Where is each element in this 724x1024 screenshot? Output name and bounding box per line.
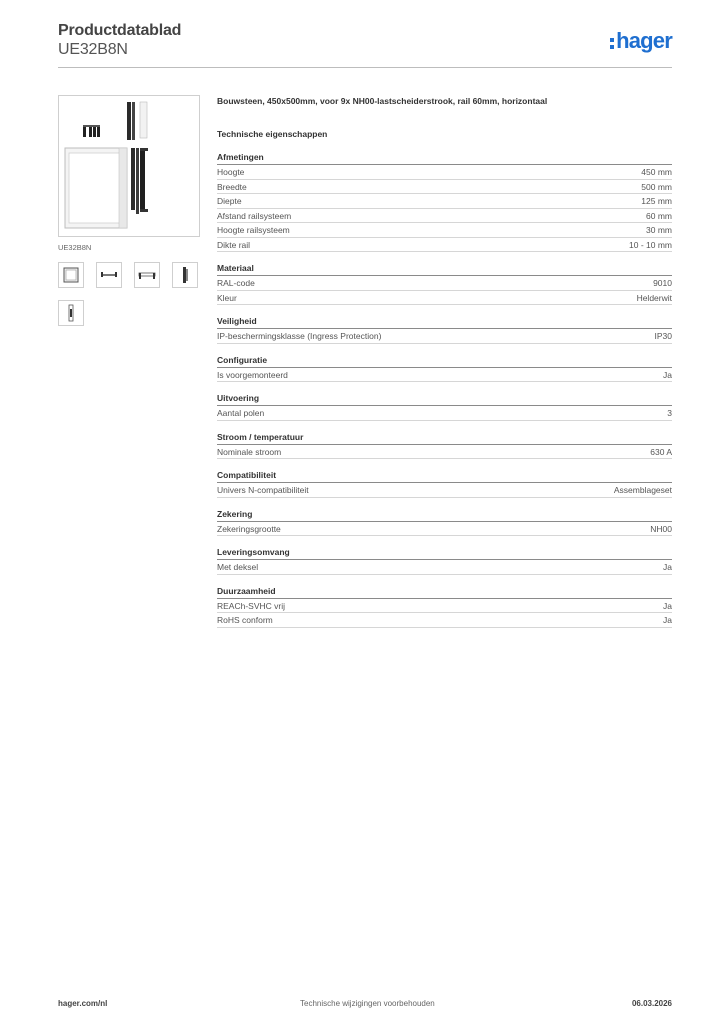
property-row: [217, 276, 672, 291]
property-section: [217, 315, 672, 344]
logo-dots-icon: [610, 38, 614, 49]
section-title: Zekering: [217, 508, 672, 522]
property-label: Dikte rail: [217, 239, 251, 250]
page-title: Productdatablad: [58, 22, 182, 39]
property-row: [217, 560, 672, 575]
section-title: Uitvoering: [217, 392, 672, 406]
product-kit-illustration-icon: [59, 96, 199, 236]
property-row: [217, 209, 672, 224]
property-label: Nominale stroom: [217, 446, 282, 457]
property-label: Afstand railsysteem: [217, 210, 292, 221]
property-row: [217, 194, 672, 209]
property-row: [217, 180, 672, 195]
property-section: [217, 431, 672, 460]
property-row: [217, 599, 672, 614]
section-title: Leveringsomvang: [217, 546, 672, 560]
property-label: Kleur: [217, 292, 237, 303]
panel-thumb-icon[interactable]: [58, 262, 84, 288]
property-row: [217, 223, 672, 238]
footer-date: 06.03.2026: [631, 999, 672, 1008]
property-label: Diepte: [217, 196, 242, 206]
property-label: RoHS conform: [217, 615, 273, 625]
property-label: IP-beschermingsklasse (Ingress Protection): [217, 331, 382, 341]
property-section: [217, 151, 672, 252]
logo-text: hager: [616, 28, 672, 53]
product-description: Bouwsteen, 450x500mm, voor 9x NH00-lastscheiderstrook, rail 60mm, horizontaal: [217, 96, 548, 106]
property-value: Ja: [663, 562, 672, 572]
rail-front-thumb-icon[interactable]: [96, 262, 122, 288]
properties-list: [217, 151, 672, 628]
property-value: Ja: [663, 369, 672, 380]
header-divider: [58, 67, 672, 68]
section-title: Duurzaamheid: [217, 585, 672, 599]
property-section: [217, 469, 672, 498]
property-label: Zekeringsgrootte: [217, 523, 281, 534]
property-row: [217, 368, 672, 383]
property-section: [217, 585, 672, 628]
section-title: Veiligheid: [217, 315, 672, 329]
property-value: 630 A: [650, 446, 672, 457]
property-value: 500 mm: [641, 181, 672, 192]
property-section: [217, 392, 672, 421]
product-details: [217, 96, 672, 638]
hager-logo: [610, 30, 672, 52]
property-value: 3: [667, 408, 672, 418]
property-value: 125 mm: [641, 196, 672, 206]
property-value: 10 - 10 mm: [629, 239, 672, 250]
property-label: Met deksel: [217, 562, 259, 572]
property-row: [217, 291, 672, 306]
property-section: [217, 354, 672, 383]
property-value: Helderwit: [636, 292, 672, 303]
image-caption: UE32B8N: [58, 243, 92, 252]
property-label: Breedte: [217, 181, 247, 192]
section-title: Stroom / temperatuur: [217, 431, 672, 445]
section-title: Compatibiliteit: [217, 469, 672, 483]
property-value: Assemblageset: [613, 485, 672, 495]
property-label: Hoogte railsysteem: [217, 225, 290, 235]
property-section: [217, 546, 672, 575]
property-row: [217, 165, 672, 180]
property-value: 60 mm: [646, 210, 672, 221]
tech-properties-title: Technische eigenschappen: [217, 129, 328, 139]
section-title: Afmetingen: [217, 151, 672, 165]
property-value: NH00: [650, 523, 672, 534]
property-label: REACh-SVHC vrij: [217, 600, 286, 611]
property-label: Aantal polen: [217, 408, 265, 418]
property-value: 30 mm: [646, 225, 672, 235]
property-label: Univers N-compatibiliteit: [217, 485, 309, 495]
property-label: RAL-code: [217, 278, 255, 288]
property-row: [217, 445, 672, 460]
property-value: Ja: [663, 600, 672, 611]
property-label: Is voorgemonteerd: [217, 369, 288, 380]
property-row: [217, 329, 672, 344]
property-value: IP30: [654, 331, 672, 341]
product-image: [58, 95, 200, 237]
property-label: Hoogte: [217, 167, 245, 177]
section-title: Materiaal: [217, 262, 672, 276]
property-row: [217, 483, 672, 498]
section-title: Configuratie: [217, 354, 672, 368]
page-header: [58, 22, 181, 59]
rail-side-thumb-icon[interactable]: [172, 262, 198, 288]
footer-website[interactable]: hager.com/nl: [58, 999, 108, 1008]
rail-top-thumb-icon[interactable]: [134, 262, 160, 288]
footer-disclaimer: Technische wijzigingen voorbehouden: [300, 999, 435, 1008]
property-row: [217, 522, 672, 537]
cover-strip-thumb-icon[interactable]: [58, 300, 84, 326]
property-section: [217, 262, 672, 305]
property-row: [217, 406, 672, 421]
property-row: [217, 613, 672, 628]
property-value: Ja: [663, 615, 672, 625]
property-value: 9010: [653, 278, 672, 288]
property-row: [217, 238, 672, 253]
property-section: [217, 508, 672, 537]
property-value: 450 mm: [641, 167, 672, 177]
product-code: UE32B8N: [58, 41, 128, 58]
